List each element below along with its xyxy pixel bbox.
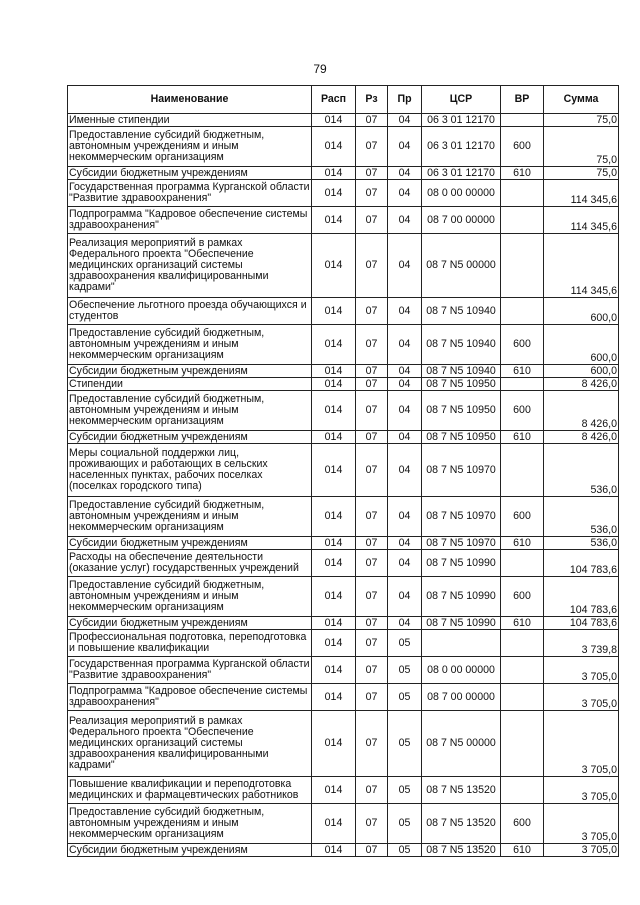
- table-row: [68, 537, 619, 550]
- cell-csr: 08 7 N5 13520: [422, 804, 501, 844]
- cell-csr: 08 7 N5 10990: [422, 617, 501, 630]
- cell-rz: 07: [356, 234, 388, 298]
- cell-sum: 75,0: [544, 127, 619, 167]
- cell-rz: 07: [356, 444, 388, 497]
- cell-rz: 07: [356, 378, 388, 391]
- cell-rz: 07: [356, 431, 388, 444]
- cell-vr: 610: [501, 617, 544, 630]
- cell-vr: 610: [501, 537, 544, 550]
- cell-rz: 07: [356, 711, 388, 777]
- cell-csr: 08 0 00 00000: [422, 657, 501, 684]
- column-header-vr: ВР: [501, 86, 544, 114]
- table-row: [68, 391, 619, 431]
- cell-pr: 04: [388, 431, 422, 444]
- cell-pr: 04: [388, 207, 422, 234]
- cell-rz: 07: [356, 497, 388, 537]
- table-row: [68, 577, 619, 617]
- table-row: [68, 234, 619, 298]
- cell-pr: 04: [388, 325, 422, 365]
- cell-csr: 08 7 N5 10940: [422, 365, 501, 378]
- cell-csr: 08 0 00 00000: [422, 180, 501, 207]
- cell-sum: 3 705,0: [544, 844, 619, 857]
- cell-pr: 04: [388, 234, 422, 298]
- cell-rasp: 014: [312, 325, 356, 365]
- table-row: [68, 325, 619, 365]
- table-row: [68, 497, 619, 537]
- cell-pr: 04: [388, 577, 422, 617]
- cell-rz: 07: [356, 298, 388, 325]
- cell-rasp: 014: [312, 497, 356, 537]
- cell-vr: 610: [501, 365, 544, 378]
- cell-pr: 04: [388, 444, 422, 497]
- cell-name: Субсидии бюджетным учреждениям: [68, 844, 312, 857]
- cell-pr: 04: [388, 537, 422, 550]
- cell-sum: 104 783,6: [544, 550, 619, 577]
- cell-pr: 04: [388, 497, 422, 537]
- table-header-row: [68, 86, 619, 114]
- cell-vr: 600: [501, 804, 544, 844]
- cell-vr: [501, 711, 544, 777]
- cell-rasp: 014: [312, 804, 356, 844]
- cell-name: Субсидии бюджетным учреждениям: [68, 617, 312, 630]
- cell-vr: [501, 298, 544, 325]
- cell-rz: 07: [356, 537, 388, 550]
- cell-rz: 07: [356, 127, 388, 167]
- cell-sum: 3 705,0: [544, 657, 619, 684]
- cell-sum: 8 426,0: [544, 431, 619, 444]
- cell-rasp: 014: [312, 234, 356, 298]
- table-row: [68, 180, 619, 207]
- cell-name: Субсидии бюджетным учреждениям: [68, 167, 312, 180]
- cell-sum: 8 426,0: [544, 391, 619, 431]
- cell-csr: 08 7 N5 10950: [422, 391, 501, 431]
- cell-csr: 08 7 N5 00000: [422, 711, 501, 777]
- cell-pr: 04: [388, 127, 422, 167]
- cell-pr: 05: [388, 844, 422, 857]
- cell-name: Предоставление субсидий бюджетным, автономным учреждениям и иным некоммерческим организациям: [68, 325, 312, 365]
- column-header-rasp: Расп: [312, 86, 356, 114]
- table-row: [68, 444, 619, 497]
- cell-sum: 75,0: [544, 114, 619, 127]
- table-row: [68, 431, 619, 444]
- table-row: [68, 298, 619, 325]
- cell-sum: 536,0: [544, 444, 619, 497]
- cell-rz: 07: [356, 657, 388, 684]
- cell-name: Меры социальной поддержки лиц, проживающих и работающих в сельских населенных пунктах, рабочих поселках (поселках городского типа): [68, 444, 312, 497]
- cell-rasp: 014: [312, 298, 356, 325]
- cell-rasp: 014: [312, 167, 356, 180]
- cell-vr: [501, 378, 544, 391]
- cell-name: Реализация мероприятий в рамках Федерального проекта "Обеспечение медицинских организаций системы здравоохранения квалифицированными кадрами": [68, 234, 312, 298]
- cell-pr: 05: [388, 630, 422, 657]
- cell-vr: 610: [501, 167, 544, 180]
- cell-csr: 08 7 N5 10950: [422, 378, 501, 391]
- cell-csr: 08 7 N5 10970: [422, 537, 501, 550]
- cell-pr: 05: [388, 711, 422, 777]
- cell-pr: 04: [388, 180, 422, 207]
- table-row: [68, 777, 619, 804]
- cell-vr: 600: [501, 127, 544, 167]
- cell-csr: [422, 630, 501, 657]
- cell-sum: 536,0: [544, 537, 619, 550]
- cell-rasp: 014: [312, 391, 356, 431]
- cell-rasp: 014: [312, 537, 356, 550]
- cell-pr: 04: [388, 365, 422, 378]
- cell-pr: 04: [388, 298, 422, 325]
- cell-vr: 600: [501, 497, 544, 537]
- cell-rasp: 014: [312, 378, 356, 391]
- cell-rz: 07: [356, 391, 388, 431]
- column-header-pr: Пр: [388, 86, 422, 114]
- cell-sum: 600,0: [544, 365, 619, 378]
- cell-name: Обеспечение льготного проезда обучающихся и студентов: [68, 298, 312, 325]
- table-row: [68, 711, 619, 777]
- table-row: [68, 127, 619, 167]
- cell-vr: [501, 114, 544, 127]
- cell-rasp: 014: [312, 844, 356, 857]
- cell-sum: 104 783,6: [544, 617, 619, 630]
- cell-rz: 07: [356, 630, 388, 657]
- cell-rasp: 014: [312, 431, 356, 444]
- cell-name: Предоставление субсидий бюджетным, автономным учреждениям и иным некоммерческим организациям: [68, 391, 312, 431]
- cell-rz: 07: [356, 844, 388, 857]
- cell-name: Государственная программа Курганской области "Развитие здравоохранения": [68, 180, 312, 207]
- cell-vr: [501, 444, 544, 497]
- cell-sum: 3 705,0: [544, 777, 619, 804]
- table-row: [68, 114, 619, 127]
- cell-vr: [501, 777, 544, 804]
- cell-rasp: 014: [312, 207, 356, 234]
- cell-csr: 08 7 N5 10970: [422, 497, 501, 537]
- cell-vr: [501, 234, 544, 298]
- cell-csr: 08 7 N5 10970: [422, 444, 501, 497]
- cell-name: Именные стипендии: [68, 114, 312, 127]
- cell-name: Субсидии бюджетным учреждениям: [68, 537, 312, 550]
- cell-csr: 06 3 01 12170: [422, 127, 501, 167]
- cell-sum: 114 345,6: [544, 180, 619, 207]
- table-row: [68, 207, 619, 234]
- cell-vr: 610: [501, 844, 544, 857]
- cell-sum: 3 739,8: [544, 630, 619, 657]
- cell-csr: 08 7 N5 10990: [422, 577, 501, 617]
- table-row: [68, 657, 619, 684]
- cell-sum: 536,0: [544, 497, 619, 537]
- cell-rz: 07: [356, 550, 388, 577]
- cell-vr: 600: [501, 325, 544, 365]
- cell-csr: 08 7 N5 13520: [422, 844, 501, 857]
- page-number: 79: [313, 62, 327, 76]
- cell-sum: 75,0: [544, 167, 619, 180]
- cell-name: Государственная программа Курганской области "Развитие здравоохранения": [68, 657, 312, 684]
- cell-rasp: 014: [312, 684, 356, 711]
- budget-table: [67, 85, 619, 857]
- cell-rz: 07: [356, 207, 388, 234]
- cell-name: Субсидии бюджетным учреждениям: [68, 365, 312, 378]
- cell-rz: 07: [356, 684, 388, 711]
- cell-csr: 06 3 01 12170: [422, 114, 501, 127]
- cell-vr: [501, 657, 544, 684]
- table-row: [68, 378, 619, 391]
- cell-sum: 3 705,0: [544, 684, 619, 711]
- column-header-sum: Сумма: [544, 86, 619, 114]
- cell-sum: 600,0: [544, 325, 619, 365]
- cell-rz: 07: [356, 180, 388, 207]
- cell-pr: 04: [388, 167, 422, 180]
- cell-csr: 08 7 N5 10940: [422, 325, 501, 365]
- cell-name: Повышение квалификации и переподготовка медицинских и фармацевтических работников: [68, 777, 312, 804]
- cell-sum: 600,0: [544, 298, 619, 325]
- cell-name: Профессиональная подготовка, переподготовка и повышение квалификации: [68, 630, 312, 657]
- cell-csr: 08 7 N5 00000: [422, 234, 501, 298]
- cell-vr: 610: [501, 431, 544, 444]
- cell-rasp: 014: [312, 711, 356, 777]
- cell-rasp: 014: [312, 114, 356, 127]
- cell-rasp: 014: [312, 127, 356, 167]
- cell-name: Предоставление субсидий бюджетным, автономным учреждениям и иным некоммерческим организациям: [68, 497, 312, 537]
- cell-vr: 600: [501, 391, 544, 431]
- cell-vr: [501, 180, 544, 207]
- cell-rasp: 014: [312, 180, 356, 207]
- cell-csr: 08 7 00 00000: [422, 684, 501, 711]
- cell-csr: 08 7 N5 10940: [422, 298, 501, 325]
- cell-pr: 04: [388, 378, 422, 391]
- cell-csr: 08 7 00 00000: [422, 207, 501, 234]
- cell-rasp: 014: [312, 777, 356, 804]
- cell-csr: 08 7 N5 13520: [422, 777, 501, 804]
- cell-sum: 114 345,6: [544, 234, 619, 298]
- table-row: [68, 365, 619, 378]
- cell-vr: [501, 207, 544, 234]
- cell-rasp: 014: [312, 630, 356, 657]
- cell-name: Расходы на обеспечение деятельности (оказание услуг) государственных учреждений: [68, 550, 312, 577]
- cell-rz: 07: [356, 167, 388, 180]
- cell-rz: 07: [356, 325, 388, 365]
- cell-rasp: 014: [312, 365, 356, 378]
- cell-pr: 04: [388, 114, 422, 127]
- cell-rz: 07: [356, 365, 388, 378]
- table-row: [68, 684, 619, 711]
- cell-csr: 08 7 N5 10950: [422, 431, 501, 444]
- cell-sum: 104 783,6: [544, 577, 619, 617]
- cell-rz: 07: [356, 777, 388, 804]
- cell-pr: 05: [388, 657, 422, 684]
- cell-sum: 3 705,0: [544, 711, 619, 777]
- cell-pr: 04: [388, 617, 422, 630]
- cell-rz: 07: [356, 114, 388, 127]
- cell-name: Подпрограмма "Кадровое обеспечение системы здравоохранения": [68, 207, 312, 234]
- table-row: [68, 550, 619, 577]
- cell-rasp: 014: [312, 550, 356, 577]
- cell-name: Субсидии бюджетным учреждениям: [68, 431, 312, 444]
- table-row: [68, 844, 619, 857]
- cell-name: Предоставление субсидий бюджетным, автономным учреждениям и иным некоммерческим организациям: [68, 577, 312, 617]
- cell-vr: [501, 550, 544, 577]
- table-row: [68, 617, 619, 630]
- table-row: [68, 630, 619, 657]
- cell-csr: 08 7 N5 10990: [422, 550, 501, 577]
- cell-pr: 05: [388, 684, 422, 711]
- cell-pr: 04: [388, 550, 422, 577]
- cell-pr: 05: [388, 777, 422, 804]
- cell-rz: 07: [356, 577, 388, 617]
- cell-name: Предоставление субсидий бюджетным, автономным учреждениям и иным некоммерческим организациям: [68, 127, 312, 167]
- cell-name: Подпрограмма "Кадровое обеспечение системы здравоохранения": [68, 684, 312, 711]
- cell-sum: 3 705,0: [544, 804, 619, 844]
- cell-sum: 8 426,0: [544, 378, 619, 391]
- cell-sum: 114 345,6: [544, 207, 619, 234]
- cell-vr: [501, 630, 544, 657]
- column-header-csr: ЦСР: [422, 86, 501, 114]
- cell-vr: 600: [501, 577, 544, 617]
- cell-rasp: 014: [312, 657, 356, 684]
- cell-rasp: 014: [312, 444, 356, 497]
- table-row: [68, 804, 619, 844]
- cell-rasp: 014: [312, 577, 356, 617]
- column-header-rz: Рз: [356, 86, 388, 114]
- cell-name: Реализация мероприятий в рамках Федерального проекта "Обеспечение медицинских организаций системы здравоохранения квалифицированными кадрами": [68, 711, 312, 777]
- cell-pr: 04: [388, 391, 422, 431]
- cell-vr: [501, 684, 544, 711]
- cell-rasp: 014: [312, 617, 356, 630]
- column-header-name: Наименование: [68, 86, 312, 114]
- cell-csr: 06 3 01 12170: [422, 167, 501, 180]
- cell-name: Стипендии: [68, 378, 312, 391]
- cell-pr: 05: [388, 804, 422, 844]
- cell-name: Предоставление субсидий бюджетным, автономным учреждениям и иным некоммерческим организациям: [68, 804, 312, 844]
- cell-rz: 07: [356, 617, 388, 630]
- table-row: [68, 167, 619, 180]
- cell-rz: 07: [356, 804, 388, 844]
